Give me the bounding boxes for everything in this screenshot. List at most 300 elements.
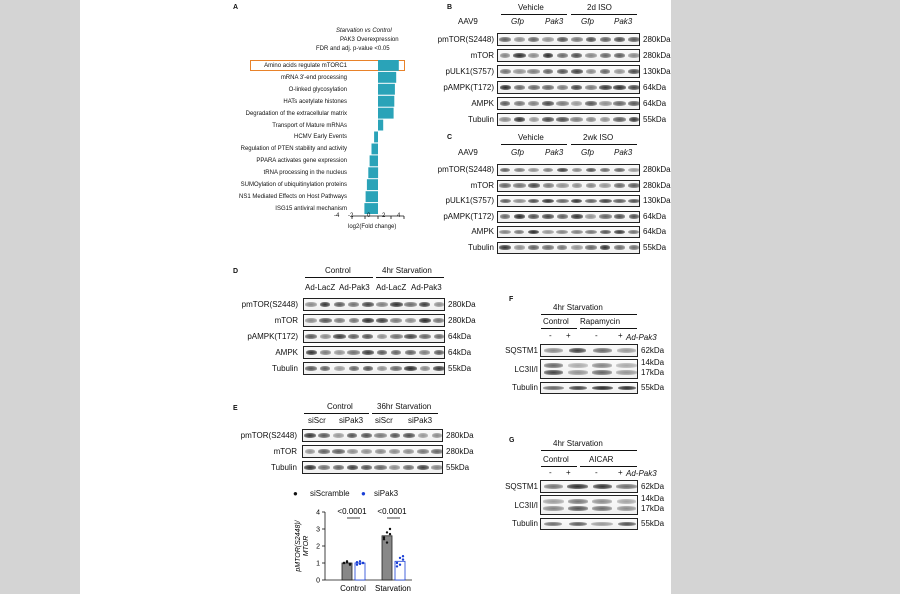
panel-a-title-2: PAK3 Overexpression [340,37,399,43]
panel-e-group-1: Control [327,402,353,411]
panel-c-blot-strip-band [600,168,610,172]
panel-g-treatment: 4hr Starvation [553,439,603,448]
panel-a-pathway-label: Degradation of the extracellular matrix [245,110,347,117]
panel-g-size-label: 62kDa [641,482,665,491]
panel-c-blot-strip-band [528,168,539,172]
panel-a-pathway-label: tRNA processing in the nucleus [263,170,347,177]
panel-a-bar [372,144,379,155]
panel-b-blot-strip [497,113,640,126]
panel-a-title-1: Starvation vs Control [336,28,392,34]
panel-c-blot-strip-band [542,245,553,249]
panel-g-group-1: Control [543,455,569,464]
panel-e-y-label-2: MTOR [303,535,310,557]
panel-c-blot-strip-band [585,245,597,249]
panel-f-blot-strip-band [569,386,587,390]
panel-e-pvalue: <0.0001 [337,507,367,516]
panel-e-blot-strip-band [318,433,330,438]
panel-e-size-label: 280kDa [446,446,474,456]
panel-b-blot-strip-band [528,101,539,106]
panel-c-blot-strip [497,226,640,238]
panel-d-size-label: 55kDa [448,363,472,373]
panel-b-blot-strip-band [570,117,582,122]
panel-d-lane-3: Ad-LacZ [376,283,407,292]
panel-b-group-2-line [571,14,637,15]
panel-b-blot-strip-band [514,117,525,122]
panel-f-size-label: 14kDa [641,358,665,367]
panel-d-blot-strip-band [334,302,345,307]
panel-c-row-label: pULK1(S757) [445,196,494,205]
panel-b-blot-strip-band [527,69,540,74]
panel-d-blot-strip [303,346,445,359]
panel-g-blot-strip-band-lower [568,506,588,511]
panel-c-blot-strip-band [614,230,625,234]
panel-b-blot-strip-band [528,37,539,42]
panel-e-data-point [386,541,388,543]
panel-g-ad-label: Ad-Pak3 [626,469,657,478]
panel-b-blot-strip-band [571,69,583,74]
panel-e-bar-chart [290,500,420,594]
panel-g-blot-strip-band-upper [568,499,588,504]
panel-c-blot-strip-band [628,183,640,187]
panel-b-blot-strip-band [600,69,610,74]
panel-e-lane-1: siScr [308,416,326,425]
panel-e-size-label: 280kDa [446,430,474,440]
panel-e-blot-strip-band [304,465,316,470]
panel-c-blot-strip-band [614,245,625,249]
panel-letter-f: F [509,296,514,303]
panel-d-blot-strip-band [433,366,445,371]
panel-e-data-point [389,533,391,535]
panel-b-blot-strip-band [556,101,569,106]
panel-c-blot-strip-band [586,183,597,187]
panel-a-pathway-label: mRNA 3'-end processing [280,74,347,81]
panel-e-blot-strip-band [403,465,414,470]
panel-g-blot-strip-band-lower [592,506,612,511]
panel-e-blot-strip-band [361,449,371,454]
panel-a-xtick-5: 4 [397,213,401,219]
panel-d-blot-strip-band [363,366,373,371]
panel-c-blot-strip-band [500,168,510,172]
panel-d-blot-strip-band [320,302,330,307]
panel-e-blot-strip-band [375,449,386,454]
panel-c-vector: AAV9 [458,148,478,157]
panel-e-y-tick-label: 3 [316,526,320,534]
panel-c-blot-strip-band [572,183,582,187]
panel-d-blot-strip [303,298,445,311]
panel-b-size-label: 64kDa [643,82,667,92]
panel-b-blot-strip-band [528,85,540,90]
panel-e-legend-dot-black: ● [293,489,298,498]
panel-a-bar [378,120,383,131]
panel-c-group-1: Vehicle [518,133,544,142]
panel-e-lane-2: siPak3 [339,416,364,425]
panel-f-blot-strip-band [544,348,563,353]
panel-e-blot-strip-band [417,465,429,470]
panel-a-bar [368,167,378,178]
panel-e-blot-strip-band [374,433,387,438]
panel-a-xtick-3: 0 [367,213,371,219]
panel-letter-c: C [447,134,453,141]
panel-a-pathway-label: HATs acetylate histones [283,98,347,105]
panel-g-blot-strip-band-upper [592,499,612,504]
panel-e-y-tick-label: 2 [316,543,320,551]
panel-b-blot-strip-band [542,85,553,90]
panel-c-blot-strip-band [542,214,554,218]
panel-f-blot-strip-band [618,386,636,390]
panel-b-blot-strip-band [514,37,525,42]
panel-b-blot-strip-band [557,53,569,58]
panel-f-blot-strip-band-upper [544,363,563,368]
panel-d-blot-strip-band [390,318,402,323]
panel-a-bar-chart [348,58,408,233]
panel-d-blot-strip-band [319,318,332,323]
panel-d-blot-strip-band [434,334,444,339]
panel-f-group-1: Control [543,317,569,326]
panel-g-group-1-line [541,466,577,467]
panel-g-size-label: 55kDa [641,519,665,528]
panel-c-blot-strip-band [557,168,567,172]
panel-a-xtick-1: -4 [334,213,340,219]
panel-g-group-2-line [580,466,637,467]
panel-b-blot-strip-band [628,85,640,90]
panel-c-blot-strip [497,211,640,223]
panel-a-pathway-label: SUMOylation of ubiquitinylation proteins [240,182,347,188]
panel-d-blot-strip [303,314,445,327]
panel-g-row-label: Tubulin [512,519,538,528]
panel-b-lane-2: Pak3 [545,17,564,26]
panel-a-pathway-label: ISG15 antiviral mechanism [275,205,347,212]
panel-e-data-point [356,564,358,566]
panel-f-blot-strip-band-lower [592,370,612,375]
panel-c-blot-strip-band [528,245,539,249]
panel-a-bar [378,72,396,83]
panel-c-blot-strip-band [628,168,640,172]
panel-e-lane-4: siPak3 [408,416,433,425]
panel-c-blot-strip-band [585,214,596,218]
panel-f-blot-strip-band [593,348,612,353]
panel-d-blot-strip-band [404,334,417,339]
panel-c-blot-strip-band [543,183,554,187]
panel-c-size-label: 64kDa [643,227,667,236]
panel-b-blot-strip [497,81,640,94]
panel-letter-d: D [233,268,239,275]
panel-e-y-label: pMTOR(S2448)/ [295,520,302,572]
panel-c-row-label: AMPK [471,227,494,236]
panel-c-row-label: pAMPK(T172) [443,211,494,221]
panel-b-lane-3: Gfp [581,17,594,26]
panel-e-data-point [349,563,351,565]
panel-c-blot-strip-band [585,230,598,234]
panel-c-blot-strip-band [628,199,640,203]
panel-letter-g: G [509,437,515,444]
panel-a-pathway-label: O-linked glycosylation [288,86,347,93]
panel-d-blot-strip-band [347,350,360,355]
panel-b-blot-strip-band [600,117,610,122]
panel-d-blot-strip [303,362,445,375]
panel-g-treatment-line [541,450,637,451]
panel-d-blot-strip-band [405,318,417,323]
panel-f-sign-4: + [618,331,623,340]
panel-d-group-2: 4hr Starvation [382,266,432,275]
panel-e-blot-strip-band [347,465,358,470]
panel-d-blot-strip-band [404,302,417,307]
panel-g-blot-strip-band [544,484,563,489]
panel-e-blot-strip-band [333,433,344,438]
panel-f-blot-strip-band [543,386,564,390]
panel-b-blot-strip-band [600,53,611,58]
panel-c-blot-strip-band [599,214,612,218]
panel-e-blot-strip [302,445,443,458]
panel-f-size-label: 55kDa [641,383,665,392]
panel-d-blot-strip-band [306,350,317,355]
panel-d-blot-strip-band [390,366,402,371]
panel-b-blot-strip [497,97,640,110]
panel-b-size-label: 55kDa [643,114,667,124]
panel-b-blot-strip [497,49,640,62]
panel-f-blot-strip-band-upper [616,363,637,368]
panel-b-row-label: pmTOR(S2448) [437,34,494,44]
panel-c-blot-strip [497,195,640,207]
panel-g-blot-strip-band [593,484,612,489]
panel-e-x-tick-label: Control [340,584,366,593]
panel-d-blot-strip-band [405,350,416,355]
panel-d-blot-strip-band [320,350,331,355]
panel-d-blot-strip-band [305,366,317,371]
panel-e-blot-strip-band [403,433,415,438]
panel-a-bar [378,108,394,119]
panel-d-blot-strip-band [349,318,359,323]
panel-f-blot-strip-band-lower [568,370,588,375]
panel-b-blot-strip-band [599,85,612,90]
panel-b-row-label: mTOR [470,50,494,60]
panel-b-blot-strip-band [614,37,624,42]
panel-b-blot-strip [497,33,640,46]
panel-c-blot-strip-band [585,199,597,203]
panel-g-blot-strip-band-lower [543,506,564,511]
panel-g-row-label: LC3II/I [514,501,538,510]
panel-f-sign-1: - [549,331,552,340]
panel-f-blot-strip-band-lower [544,370,563,375]
panel-d-blot-strip-band [377,366,388,371]
panel-e-size-label: 55kDa [446,462,470,472]
panel-b-blot-strip-band [585,101,596,106]
panel-a-bar [367,179,378,190]
panel-c-row-label: Tubulin [468,242,494,252]
panel-b-size-label: 130kDa [643,66,671,76]
panel-g-blot-strip-band [567,484,588,489]
panel-d-size-label: 280kDa [448,299,476,309]
panel-c-blot-strip-band [557,214,568,218]
panel-c-blot-strip-band [571,230,583,234]
panel-e-group-2-line [372,413,438,414]
panel-a-pathway-label: HCMV Early Events [293,134,347,141]
panel-e-data-point [359,560,361,562]
panel-d-blot-strip-band [419,302,430,307]
panel-f-group-2: Rapamycin [580,317,621,326]
panel-c-blot-strip-band [499,183,511,187]
panel-c-row-label: mTOR [470,180,494,190]
panel-c-lane-3: Gfp [581,148,594,157]
panel-c-blot-strip-band [528,183,540,187]
panel-e-blot-strip-band [431,449,442,454]
panel-c-blot-strip-band [513,183,526,187]
panel-c-blot-strip [497,180,640,192]
panel-g-blot-strip [540,518,638,530]
panel-f-treatment: 4hr Starvation [553,303,603,312]
panel-d-blot-strip-band [376,318,388,323]
panel-g-blot-strip [540,495,638,515]
panel-e-y-tick-label: 1 [316,560,320,568]
panel-g-blot-strip-band [591,522,613,526]
panel-c-blot-strip-band [600,230,611,234]
panel-b-size-label: 64kDa [643,98,667,108]
panel-c-blot-strip-band [556,230,568,234]
panel-e-data-point [402,558,404,560]
panel-f-blot-strip-band [592,386,613,390]
panel-g-sign-4: + [618,468,623,477]
panel-b-blot-strip-band [514,85,525,90]
panel-b-blot-strip-band [499,117,511,122]
panel-b-blot-strip-band [528,53,539,58]
panel-d-size-label: 64kDa [448,347,472,357]
panel-c-blot-strip-band [543,168,554,172]
panel-e-blot-strip-band [332,449,345,454]
panel-c-blot-strip-band [514,245,524,249]
panel-c-size-label: 280kDa [643,180,671,190]
panel-b-blot-strip-band [628,37,639,42]
panel-e-blot-strip-band [389,465,400,470]
panel-a-title-3: FDR and adj. p-value <0.05 [316,46,390,52]
panel-c-blot-strip-band [542,230,553,234]
panel-a-bar [378,84,395,95]
panel-c-row-label: pmTOR(S2448) [437,165,494,174]
panel-a-bar [378,96,394,107]
panel-letter-b: B [447,4,453,11]
panel-b-blot-strip-band [571,53,582,58]
panel-e-group-1-line [304,413,369,414]
panel-f-size-label: 17kDa [641,368,665,377]
panel-c-blot-strip-band [514,230,524,234]
panel-f-size-label: 62kDa [641,346,665,355]
panel-d-blot-strip-band [377,350,387,355]
panel-b-blot-strip-band [543,69,554,74]
panel-d-blot-strip-band [419,350,430,355]
panel-b-blot-strip-band [500,53,510,58]
panel-d-blot-strip-band [334,318,345,323]
panel-b-blot-strip-band [543,53,554,58]
panel-e-blot-strip-band [361,433,372,438]
panel-d-lane-1: Ad-LacZ [305,283,336,292]
panel-b-group-2: 2d ISO [587,3,612,12]
panel-d-blot-strip-band [434,350,445,355]
panel-e-legend-1: siScramble [310,489,350,498]
panel-g-sign-2: + [566,468,571,477]
panel-g-blot-strip-band-upper [543,499,564,504]
panel-e-blot-strip-band [347,449,358,454]
panel-d-blot-strip-band [348,334,359,339]
panel-b-blot-strip-band [571,101,582,106]
panel-c-group-2: 2wk ISO [583,133,614,142]
panel-f-blot-strip [540,344,638,357]
panel-c-blot-strip-band [629,214,639,218]
panel-d-size-label: 280kDa [448,315,476,325]
panel-b-blot-strip-band [499,37,511,42]
panel-a-pathway-label: Regulation of PTEN stability and activity [240,146,347,153]
panel-a-pathway-label: PPARA activates gene expression [256,158,347,165]
panel-a-xtick-4: 2 [382,213,386,219]
panel-g-blot-strip-band [569,522,587,526]
panel-c-size-label: 55kDa [643,242,667,252]
panel-d-lane-2: Ad-Pak3 [339,283,370,292]
panel-e-group-2: 36hr Starvation [377,402,432,411]
panel-g-blot-strip-band-lower [617,506,636,511]
panel-c-blot-strip-band [614,183,625,187]
panel-b-blot-strip-band [586,69,597,74]
panel-d-group-1-line [305,277,373,278]
panel-b-size-label: 280kDa [643,50,671,60]
panel-letter-a: A [233,4,239,11]
panel-e-data-point [399,564,401,566]
panel-b-blot-strip-band [500,85,511,90]
panel-b-row-label: pAMPK(T172) [443,82,494,92]
panel-c-size-label: 64kDa [643,211,667,221]
panel-e-data-point [396,562,398,564]
panel-c-blot-strip-band [499,230,511,234]
panel-b-row-label: Tubulin [468,114,494,124]
panel-a-xlabel: log2(Fold change) [348,224,397,230]
panel-d-blot-strip-band [419,334,431,339]
panel-d-blot-strip-band [377,334,387,339]
panel-f-blot-strip [540,359,638,379]
panel-c-lane-4: Pak3 [614,148,633,157]
panel-g-blot-strip-band [618,522,636,526]
panel-b-blot-strip-band [571,85,581,90]
panel-b-blot-strip-band [542,37,555,42]
panel-f-blot-strip-band-upper [592,363,612,368]
panel-b-blot-strip-band [557,69,568,74]
panel-a-bar [378,60,399,71]
panel-g-sign-3: - [595,468,598,477]
panel-d-blot-strip-band [362,318,374,323]
panel-c-group-2-line [571,144,637,145]
page-margin-left [0,0,80,594]
panel-f-treatment-line [541,314,637,315]
panel-f-group-2-line [580,328,637,329]
panel-b-blot-strip-band [600,37,611,42]
panel-c-size-label: 130kDa [643,196,671,205]
panel-c-blot-strip-band [572,168,582,172]
panel-e-blot-strip-band [304,433,316,438]
panel-d-blot-strip-band [420,366,430,371]
panel-c-blot-strip-band [514,168,525,172]
panel-b-blot-strip-band [586,37,596,42]
panel-b-lane-1: Gfp [511,17,524,26]
panel-e-data-point [389,528,391,530]
panel-c-blot-strip-band [528,199,539,203]
panel-d-blot-strip-band [434,302,445,307]
panel-d-blot-strip-band [348,302,359,307]
panel-f-group-1-line [541,328,577,329]
panel-c-blot-strip-band [528,214,539,218]
panel-b-lane-4: Pak3 [614,17,633,26]
panel-d-blot-strip-band [419,318,431,323]
panel-a-bar [370,155,378,166]
panel-c-blot-strip-band [614,168,625,172]
panel-e-data-point [386,531,388,533]
panel-g-blot-strip-band [544,522,562,526]
panel-b-blot-strip-band [599,101,612,106]
panel-c-blot-strip [497,242,640,254]
